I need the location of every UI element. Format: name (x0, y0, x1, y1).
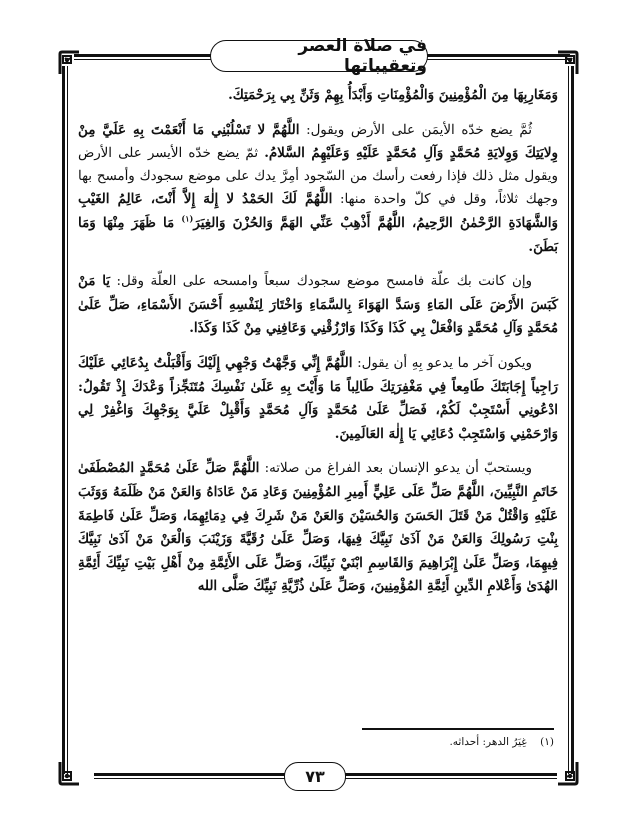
footnote-text: غِيَرُ الدهر: أحداثه. (449, 736, 527, 748)
ornament-corner-icon (556, 760, 580, 786)
footnote-number: (١) (540, 736, 554, 748)
supplication-text: اللَّهُمَّ إِنِّي وَجَّهْتُ وَجْهِي إِلَيْكَ وَأَقْبَلْتُ بِدُعَائِي عَلَيْكَ رَاجِياً إِجَابَتَكَ طَامِعاً فِي مَغْفِرَتِكَ طَالِباً مَا وَأَيْتَ بِهِ عَلَىٰ نَفْسِكَ مُتَنَجِّزاً وَعْدَكَ إِذْ تَقُولُ: ادْعُونِي أَسْتَجِبْ لَكُمْ، فَصَلِّ عَلَىٰ مُحَمَّدٍ وَآلِ مُحَمَّدٍ وَأَقْبِلْ عَلَيَّ بِوَجْهِكَ وَاغْفِرْ لِي وَارْحَمْنِي وَاسْتَجِبْ دُعَائِي يَا إِلٰهَ العَالَمِينَ. (78, 354, 558, 442)
frame-top-rule-thin (425, 59, 570, 60)
footnote (300, 736, 554, 748)
ornament-corner-icon (556, 50, 580, 76)
frame-bottom-rule (94, 773, 286, 776)
footnote-reference[interactable]: (١) (181, 213, 194, 224)
paragraph (78, 119, 558, 260)
frame-top-rule (74, 54, 212, 57)
frame-bottom-rule-thin (342, 778, 557, 779)
supplication-text: اللَّهُمَّ لا تَسْلُبْنِي مَا أَنْعَمْتَ بِهِ عَلَيَّ مِنْ وِلايَتِكَ وَوِلايَةِ مُحَمَّدٍ وَآلِ مُحَمَّدٍ عَلَيْهِ وَعَلَيْهِمُ السَّلامُ. (78, 121, 558, 162)
instruction-text: ويكون آخر ما يدعو بِهِ أن يقول: (352, 355, 532, 371)
ornament-corner-icon (57, 50, 81, 76)
frame-right-rule (571, 66, 574, 774)
page-number: ٧٣ (305, 767, 325, 786)
instruction-text: ثمّ يضع خدّه الأيسر على الأرض ويقول مثل ذلك فإذا رفعت رأسك من السّجود أمِرَّ يدك على موضع سجودك وأمسح بها وجهك ثلاثاً، وقل في كلّ واحدة منها: (78, 146, 558, 208)
footnote-divider (362, 728, 554, 730)
supplication-text: يَا مَنْ كَبَسَ الأَرْضَ عَلَى المَاءِ وَسَدَّ الهَوَاءَ بِالسَّمَاءِ وَاخْتَارَ لِنَفْسِهِ أَحْسَنَ الأَسْمَاءِ، صَلِّ عَلَىٰ مُحَمَّدٍ وَآلِ مُحَمَّدٍ وَافْعَلْ بِي كَذَا وَكَذَا وَارْزُقْنِي وَعَافِنِي مِنْ كَذَا وَكَذَا. (78, 273, 558, 337)
frame-top-rule (425, 54, 570, 57)
paragraph (78, 352, 558, 446)
paragraph (78, 270, 558, 341)
chapter-title: في صلاة العصر وتعقيباتها (298, 36, 427, 76)
instruction-text: ثُمَّ يضع خدّه الأيمَن على الأرض ويقول: (299, 122, 532, 138)
frame-top-rule-thin (74, 59, 212, 60)
frame-bottom-rule (342, 773, 557, 776)
instruction-text: ويستحبّ أن يدعو الإنسان بعد الفراغ من صلاته: (259, 461, 532, 477)
frame-left-rule-thin (67, 66, 68, 774)
chapter-title-cartouche (210, 36, 428, 76)
paragraph (78, 84, 558, 108)
frame-right-rule-thin (568, 66, 569, 774)
page-body (78, 84, 558, 610)
frame-bottom-rule-thin (94, 778, 286, 779)
supplication-text: وَمَغَارِبِهَا مِنَ الْمُؤْمِنِينَ وَالْمُؤْمِنَاتِ وَأَبْدَأُ بِهِمْ وَثَنِّ بِي بِرَحْمَتِكَ. (228, 87, 558, 103)
supplication-text: اللَّهُمَّ صَلِّ عَلَىٰ مُحَمَّدٍ المُصْطَفَىٰ خَاتَمِ النَّبِيِّينَ، اللَّهُمَّ صَلِّ عَلَى عَلِيٍّ أَمِيرِ المُؤْمِنِينَ وَعَادِ مَنْ عَادَاهُ وَالعَنْ مَنْ ظَلَمَهُ وَوَثَبَ عَلَيْهِ وَاقْتُلْ مَنْ قَتَلَ الحَسَنَ وَالحُسَيْنَ وَالعَنْ مَنْ شَرِكَ فِي دِمَائِهِمَا، وَصَلِّ عَلَىٰ فَاطِمَةَ بِنْتِ رَسُولِكَ وَالعَنْ مَنْ آذَىٰ نَبِيَّكَ فِيهَا، وَصَلِّ عَلَىٰ رُقَيَّةَ وَزَيْنَبَ وَالْعَنْ مَنْ آذَىٰ نَبِيَّكَ فِيهِمَا، وَصَلِّ عَلَىٰ إِبْرَاهِيمَ وَالقَاسِمِ ابْنَيْ نَبِيِّكَ، وَصَلِّ عَلَى الأَئِمَّةِ مِنْ أَهْلِ بَيْتِ نَبِيِّكَ أَئِمَّةِ الهُدَىٰ وَأَعْلامِ الدِّينِ أَئِمَّةِ المُؤْمِنِينَ، وَصَلِّ عَلَىٰ ذُرِّيَّةِ نَبِيِّكَ صَلَّى الله (78, 460, 558, 595)
ornament-corner-icon (57, 760, 81, 786)
paragraph (78, 457, 558, 599)
frame-left-rule (62, 66, 65, 774)
page-number-cartouche (284, 762, 346, 791)
supplication-text: مَا ظَهَرَ مِنْهَا وَمَا بَطَنَ. (78, 214, 558, 255)
instruction-text: وإن كانت بك علّة فامسح موضع سجودك سبعاً وامسحه على العلّة وقل: (110, 274, 533, 290)
supplication-text: اللَّهُمَّ لَكَ الحَمْدُ لا إِلٰهَ إِلاَّ أَنْتَ، عَالِمُ الغَيْبِ وَالشَّهَادَةِ الرَّحْمٰنُ الرَّحِيمُ، اللَّهُمَّ أَذْهِبْ عَنِّي الهَمَّ وَالحُزْنَ وَالغِيَرَ (78, 191, 558, 231)
